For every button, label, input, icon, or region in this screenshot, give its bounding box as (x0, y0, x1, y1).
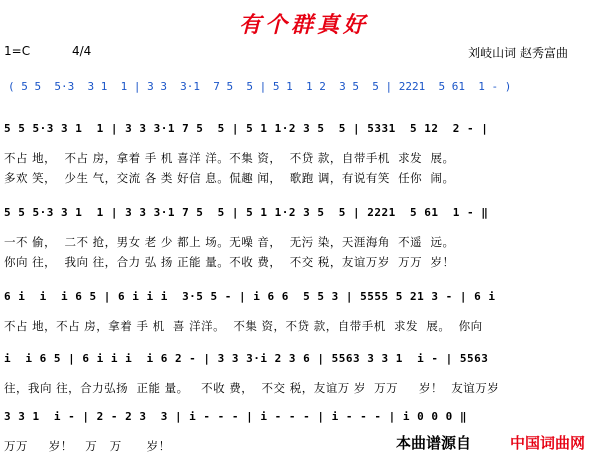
lyric-line-1-verse-1: 不占 地， 不占 房，拿着 手 机 喜洋 洋。不集 资， 不贷 款，自带手机 求发 展。 (4, 151, 455, 165)
time-signature: 4/4 (72, 44, 92, 58)
lyric-line-2-verse-1: 一不 偷， 二不 抢，男女 老 少 都上 场。无噪 音， 无污 染，天涯海角 不遥 远。 (4, 235, 455, 249)
prelude-notation: ( 5 5 5·3 3 1 1 | 3 3 3·1 7 5 5 | 5 1 1 2 3 5 5 | 2221 5 61 1 - ) (8, 80, 512, 93)
notation-line-4: i i 6 5 | 6 i i i i 6 2 - | 3 3 3·i 2 3 6 | 5563 3 3 1 i - | 5563 (4, 352, 489, 365)
notation-line-3: 6 i i i 6 5 | 6 i i i 3·5 5 - | i 6 6 5 5 3 | 5555 5 21 3 - | 6 i (4, 290, 496, 303)
lyric-line-3: 不占 地，不占 房，拿着 手 机 喜 洋洋。 不集 资，不贷 款，自带手机 求发 展。 你向 (4, 319, 483, 333)
lyric-line-4: 往，我向 往，合力弘扬 正能 量。 不收 费， 不交 税，友谊万 岁 万万 岁！ 友谊万岁 (4, 381, 500, 395)
lyric-line-2-verse-2: 你向 往， 我向 往，合力 弘 扬 正能 量。不收 费， 不交 税，友谊万岁 万万 岁！ (4, 255, 455, 269)
song-title: 有个群真好 (238, 12, 369, 38)
lyric-line-1-verse-2: 多欢 笑， 少生 气，交流 各 类 好信 息。侃趣 闻， 歌跑 调，有说有笑 任你 闹。 (4, 171, 455, 185)
notation-line-2: 5 5 5·3 3 1 1 | 3 3 3·1 7 5 5 | 5 1 1·2 3 5 5 | 2221 5 61 1 - ‖ (4, 206, 489, 219)
notation-line-1: 5 5 5·3 3 1 1 | 3 3 3·1 7 5 5 | 5 1 1·2 3 5 5 | 5331 5 12 2 - | (4, 122, 489, 135)
key-signature: 1=C (4, 44, 31, 58)
notation-line-5: 3 3 1 i - | 2 - 2 3 3 | i - - - | i - - - | i - - - | i 0 0 0 ‖ (4, 410, 467, 423)
site-name: 中国词曲网 (510, 434, 586, 452)
lyric-line-5: 万万 岁！ 万 万 岁！ (4, 439, 171, 453)
lyricist-composer-credits: 刘岐山词 赵秀富曲 (468, 46, 568, 60)
source-label: 本曲谱源自 (396, 434, 472, 452)
